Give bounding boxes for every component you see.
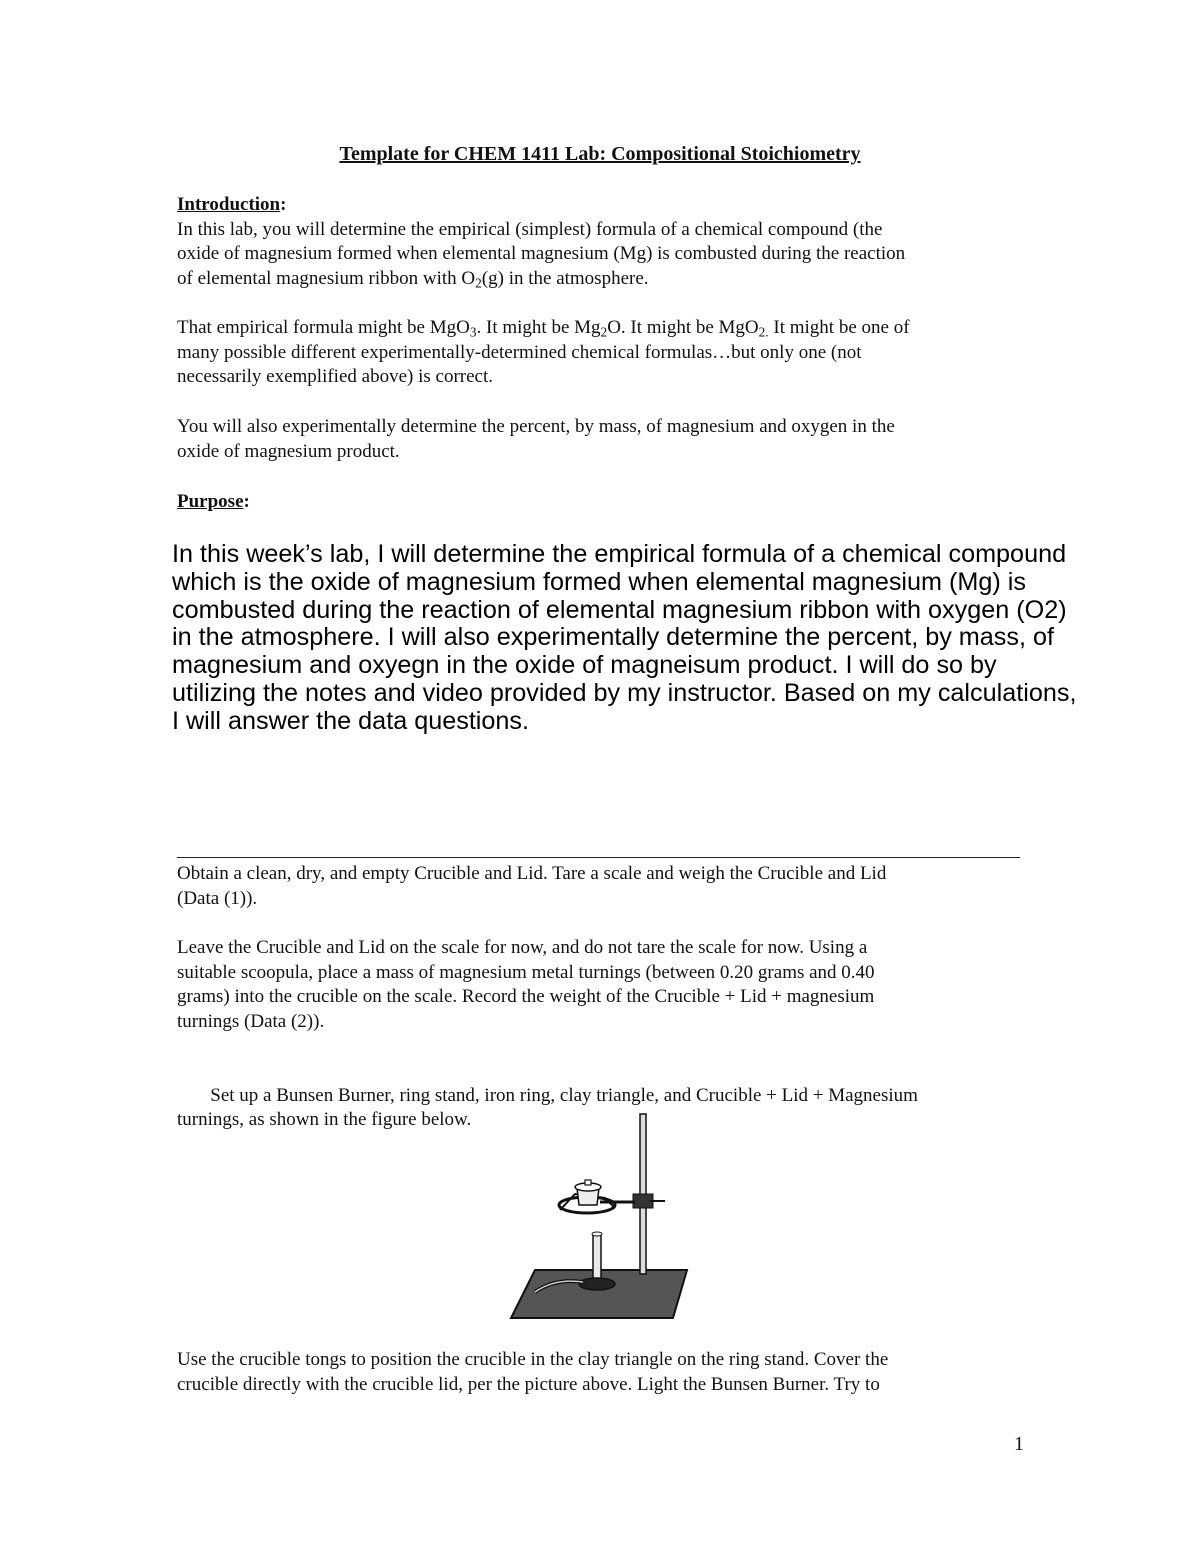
intro-p2-part-a: That empirical formula might be MgO xyxy=(177,317,470,338)
intro-p1-line-3b: (g) in the atmosphere. xyxy=(481,267,649,289)
introduction-paragraph-2 xyxy=(177,316,1027,390)
purpose-line: which is the oxide of magnesium formed when elemental magnesium (Mg) is xyxy=(172,567,1026,596)
purpose-heading-line xyxy=(177,490,1027,515)
purpose-answer-text xyxy=(172,541,1172,736)
purpose-heading: Purpose xyxy=(177,491,244,512)
ring-stand-apparatus-figure xyxy=(505,1110,695,1322)
procedure-p3-line-1: Set up a Bunsen Burner, ring stand, iron ring, clay triangle, and Crucible + Lid + Magnesium xyxy=(205,1084,918,1106)
purpose-line: utilizing the notes and video provided by my instructor. Based on my calculations, xyxy=(172,678,1077,707)
introduction-paragraph-1 xyxy=(177,218,1027,292)
purpose-line: combusted during the reaction of elemental magnesium ribbon with oxygen (O2) xyxy=(172,595,1067,624)
procedure-p2-line-2: suitable scoopula, place a mass of magnesium metal turnings (between 0.20 grams and 0.40 xyxy=(177,961,875,983)
intro-p1-subscript: 2 xyxy=(475,275,482,291)
intro-p2-sub-a: 3 xyxy=(469,324,477,340)
procedure-p2-line-1: Leave the Crucible and Lid on the scale for now, and do not tare the scale for now. Using a xyxy=(177,937,868,958)
intro-p2-sub-c: 2. xyxy=(758,324,769,340)
purpose-line: I will answer the data questions. xyxy=(172,706,530,735)
purpose-heading-colon: : xyxy=(243,491,250,512)
intro-p2-sub-b: 2 xyxy=(600,324,608,340)
document-title: Template for CHEM 1411 Lab: Compositional Stoichiometry xyxy=(339,143,861,165)
introduction-heading-line xyxy=(177,193,1027,218)
procedure-p2-line-4: turnings (Data (2)). xyxy=(177,1010,325,1032)
introduction-paragraph-3 xyxy=(177,415,1027,464)
introduction-heading: Introduction xyxy=(177,194,281,215)
intro-p1-line-2: oxide of magnesium formed when elemental magnesium (Mg) is combusted during the reaction xyxy=(177,243,906,265)
intro-p3-line-2: oxide of magnesium product. xyxy=(177,440,400,462)
intro-p2-part-c: O. It might be MgO xyxy=(607,317,759,338)
bunsen-burner-barrel xyxy=(593,1234,601,1282)
intro-p2-part-b: . It might be Mg xyxy=(476,317,601,338)
procedure-p3-line-2: turnings, as shown in the figure below. xyxy=(177,1109,472,1131)
intro-p2-line-2: many possible different experimentally-determined chemical formulas…but only one (not xyxy=(177,341,862,363)
intro-p3-line-1: You will also experimentally determine the percent, by mass, of magnesium and oxygen in the xyxy=(177,416,895,437)
procedure-p4-line-1: Use the crucible tongs to position the crucible in the clay triangle on the ring stand. Cover the xyxy=(177,1349,889,1370)
procedure-p1-line-2: (Data (1)). xyxy=(177,887,258,909)
horizontal-divider xyxy=(177,857,1020,858)
procedure-p2-line-3: grams) into the crucible on the scale. Record the weight of the Crucible + Lid + magnesium xyxy=(177,986,875,1008)
purpose-line: In this week’s lab, I will determine the empirical formula of a chemical compound xyxy=(172,540,1067,568)
procedure-paragraph-4 xyxy=(177,1348,1027,1397)
intro-p1-line-3a: of elemental magnesium ribbon with O xyxy=(177,267,476,289)
introduction-section xyxy=(177,193,1027,291)
purpose-line: in the atmosphere. I will also experimentally determine the percent, by mass, of xyxy=(172,623,1054,652)
bunsen-burner-base xyxy=(579,1278,615,1290)
procedure-p4-line-2: crucible directly with the crucible lid, per the picture above. Light the Bunsen Burner. Try to xyxy=(177,1373,880,1395)
page-number: 1 xyxy=(1014,1433,1024,1455)
procedure-paragraph-2 xyxy=(177,936,1027,1034)
procedure-paragraph-1 xyxy=(177,862,1027,911)
intro-p2-line-3: necessarily exemplified above) is correct. xyxy=(177,366,493,388)
intro-p2-part-d: It might be one of xyxy=(768,317,910,338)
procedure-p1-line-1: Obtain a clean, dry, and empty Crucible and Lid. Tare a scale and weigh the Crucible and Lid xyxy=(177,863,887,884)
intro-p1-line-1: In this lab, you will determine the empirical (simplest) formula of a chemical compound (the xyxy=(177,218,883,240)
purpose-line: magnesium and oxyegn in the oxide of magneisum product. I will do so by xyxy=(172,651,997,680)
introduction-heading-colon: : xyxy=(280,194,287,215)
